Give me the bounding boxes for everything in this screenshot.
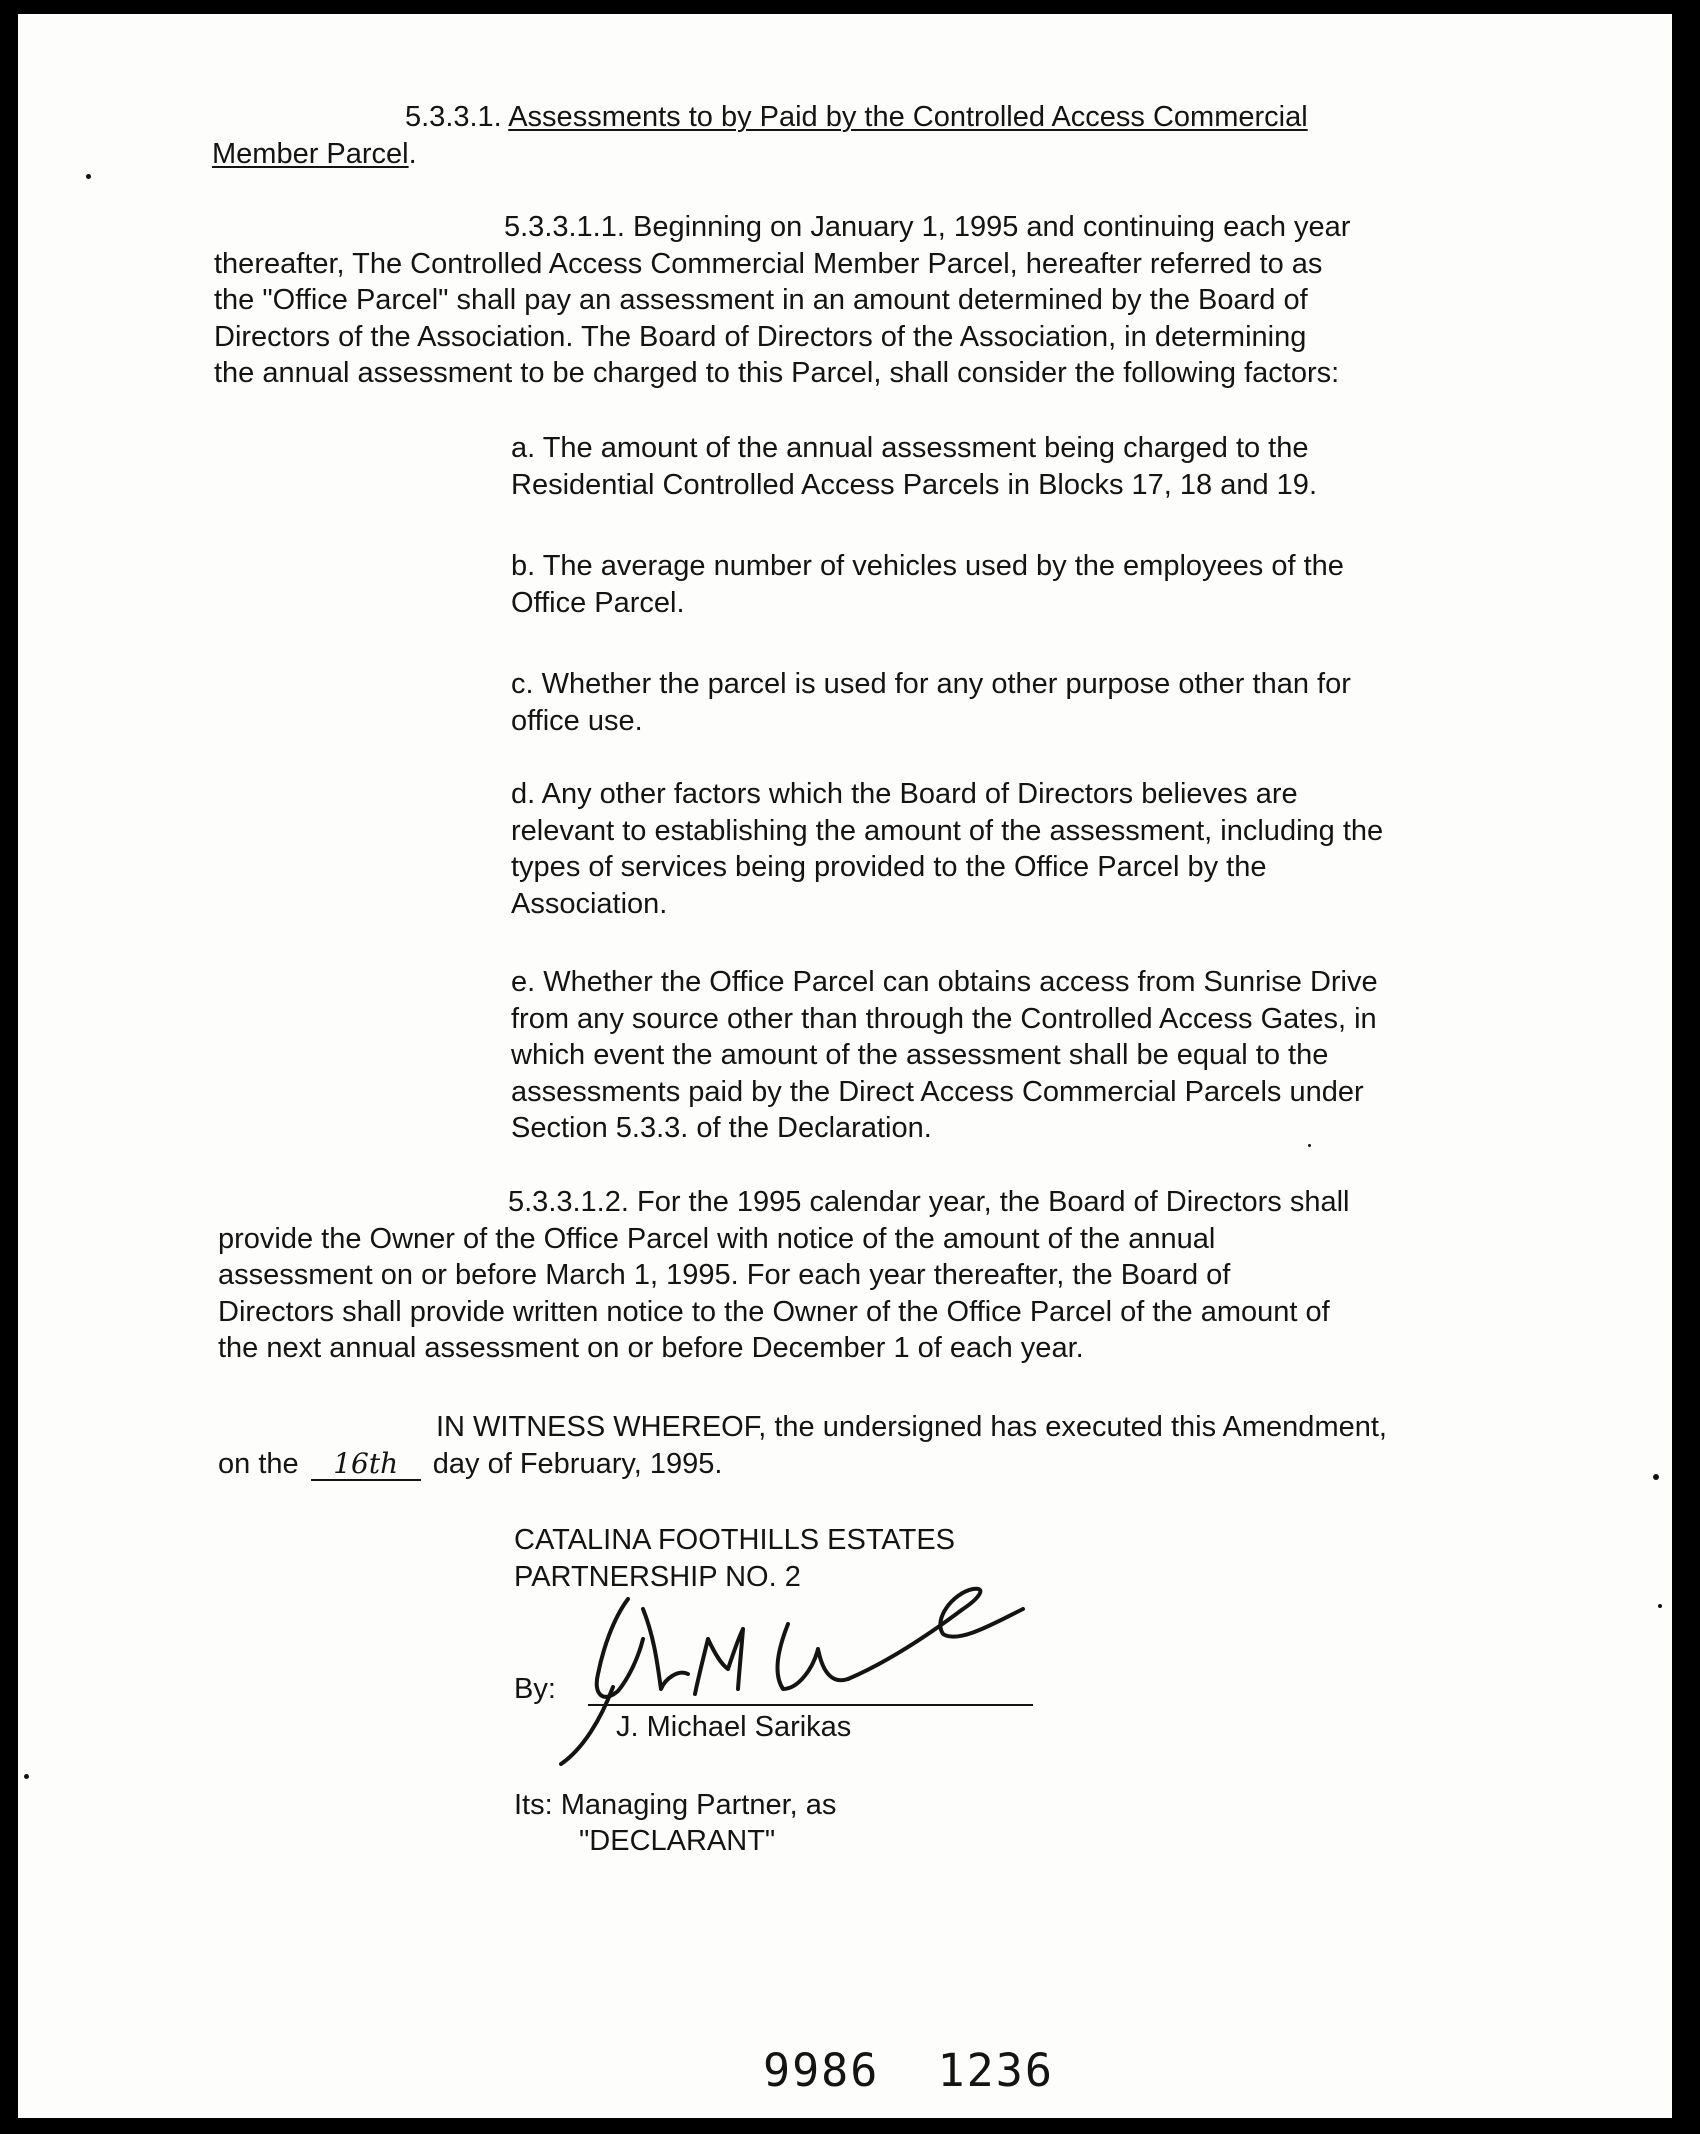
handwritten-signature: [543, 1579, 1043, 1779]
handwritten-day: 16th: [311, 1449, 421, 1481]
text-line: assessment on or before March 1, 1995. For each year thereafter, the Board of: [218, 1259, 1231, 1291]
document-page: [18, 14, 1672, 2118]
text-fragment: on the: [218, 1447, 299, 1480]
text-line: a. The amount of the annual assessment being charged to the: [511, 432, 1309, 464]
witness-clause: [218, 1409, 1493, 1482]
text-line: provide the Owner of the Office Parcel with notice of the amount of the annual: [218, 1222, 1216, 1255]
text-line: assessments paid by the Direct Access Commercial Parcels under: [511, 1075, 1364, 1108]
section-number: 5.3.3.1.: [405, 101, 502, 133]
text-line: 5.3.3.1.2. For the 1995 calendar year, the Board of Directors shall: [508, 1186, 1350, 1218]
text-line: which event the amount of the assessment shall be equal to the: [511, 1039, 1329, 1071]
text-line: Directors shall provide written notice to the Owner of the Office Parcel of the amount of: [218, 1295, 1330, 1328]
scan-speck: [86, 174, 91, 179]
text-line: "DECLARANT": [579, 1825, 776, 1857]
text-line: Section 5.3.3. of the Declaration.: [511, 1112, 932, 1144]
signer-name: J. Michael Sarikas: [616, 1711, 852, 1743]
text-line: Residential Controlled Access Parcels in Blocks 17, 18 and 19.: [511, 468, 1317, 501]
factor-a: [511, 430, 1491, 503]
text-line: Association.: [511, 887, 668, 920]
factor-e: [511, 964, 1491, 1147]
heading-period: .: [408, 137, 417, 170]
text-line: IN WITNESS WHEREOF, the undersigned has executed this Amendment,: [436, 1411, 1387, 1443]
text-line: Its: Managing Partner, as: [514, 1789, 837, 1821]
recording-number: 9986 1236: [763, 2044, 1054, 2097]
factor-d: [511, 776, 1491, 922]
entity-name-line: PARTNERSHIP NO. 2: [514, 1560, 801, 1593]
text-line: 5.3.3.1.1. Beginning on January 1, 1995 and continuing each year: [504, 211, 1351, 243]
text-line: office use.: [511, 704, 643, 737]
scan-speck: [1653, 1474, 1659, 1480]
by-label: By:: [514, 1673, 556, 1705]
text-line: the annual assessment to be charged to this Parcel, shall consider the following factors:: [214, 357, 1340, 389]
text-line: Directors of the Association. The Board of Directors of the Association, in determining: [214, 320, 1307, 353]
factor-c: [511, 666, 1491, 739]
text-line: relevant to establishing the amount of the assessment, including the: [511, 814, 1384, 847]
text-line: b. The average number of vehicles used by the employees of the: [511, 550, 1344, 582]
paragraph-5-3-3-1-1: [214, 209, 1490, 392]
text-line: the next annual assessment on or before December 1 of each year.: [218, 1332, 1084, 1364]
section-title-continued: Member Parcel: [212, 137, 409, 170]
text-line: e. Whether the Office Parcel can obtains access from Sunrise Drive: [511, 966, 1378, 998]
text-fragment: day of February, 1995.: [432, 1447, 723, 1480]
signer-title: [514, 1787, 836, 1859]
scan-speck: [24, 1774, 29, 1779]
text-line: the "Office Parcel" shall pay an assessment in an amount determined by the Board of: [214, 284, 1308, 316]
factor-b: [511, 548, 1491, 621]
paragraph-5-3-3-1-2: [218, 1184, 1493, 1367]
scan-speck: [1658, 1604, 1662, 1608]
entity-name-line: CATALINA FOOTHILLS ESTATES: [514, 1524, 956, 1556]
section-heading: [212, 99, 1492, 172]
section-title: Assessments to by Paid by the Controlled Access Commercial: [508, 101, 1308, 133]
text-line: c. Whether the parcel is used for any other purpose other than for: [511, 668, 1351, 700]
text-line: from any source other than through the Controlled Access Gates, in: [511, 1002, 1377, 1035]
text-line: thereafter, The Controlled Access Commercial Member Parcel, hereafter referred to as: [214, 247, 1323, 280]
text-line: d. Any other factors which the Board of Directors believes are: [511, 778, 1298, 810]
text-line: Office Parcel.: [511, 586, 685, 619]
text-line: types of services being provided to the Office Parcel by the: [511, 851, 1267, 883]
